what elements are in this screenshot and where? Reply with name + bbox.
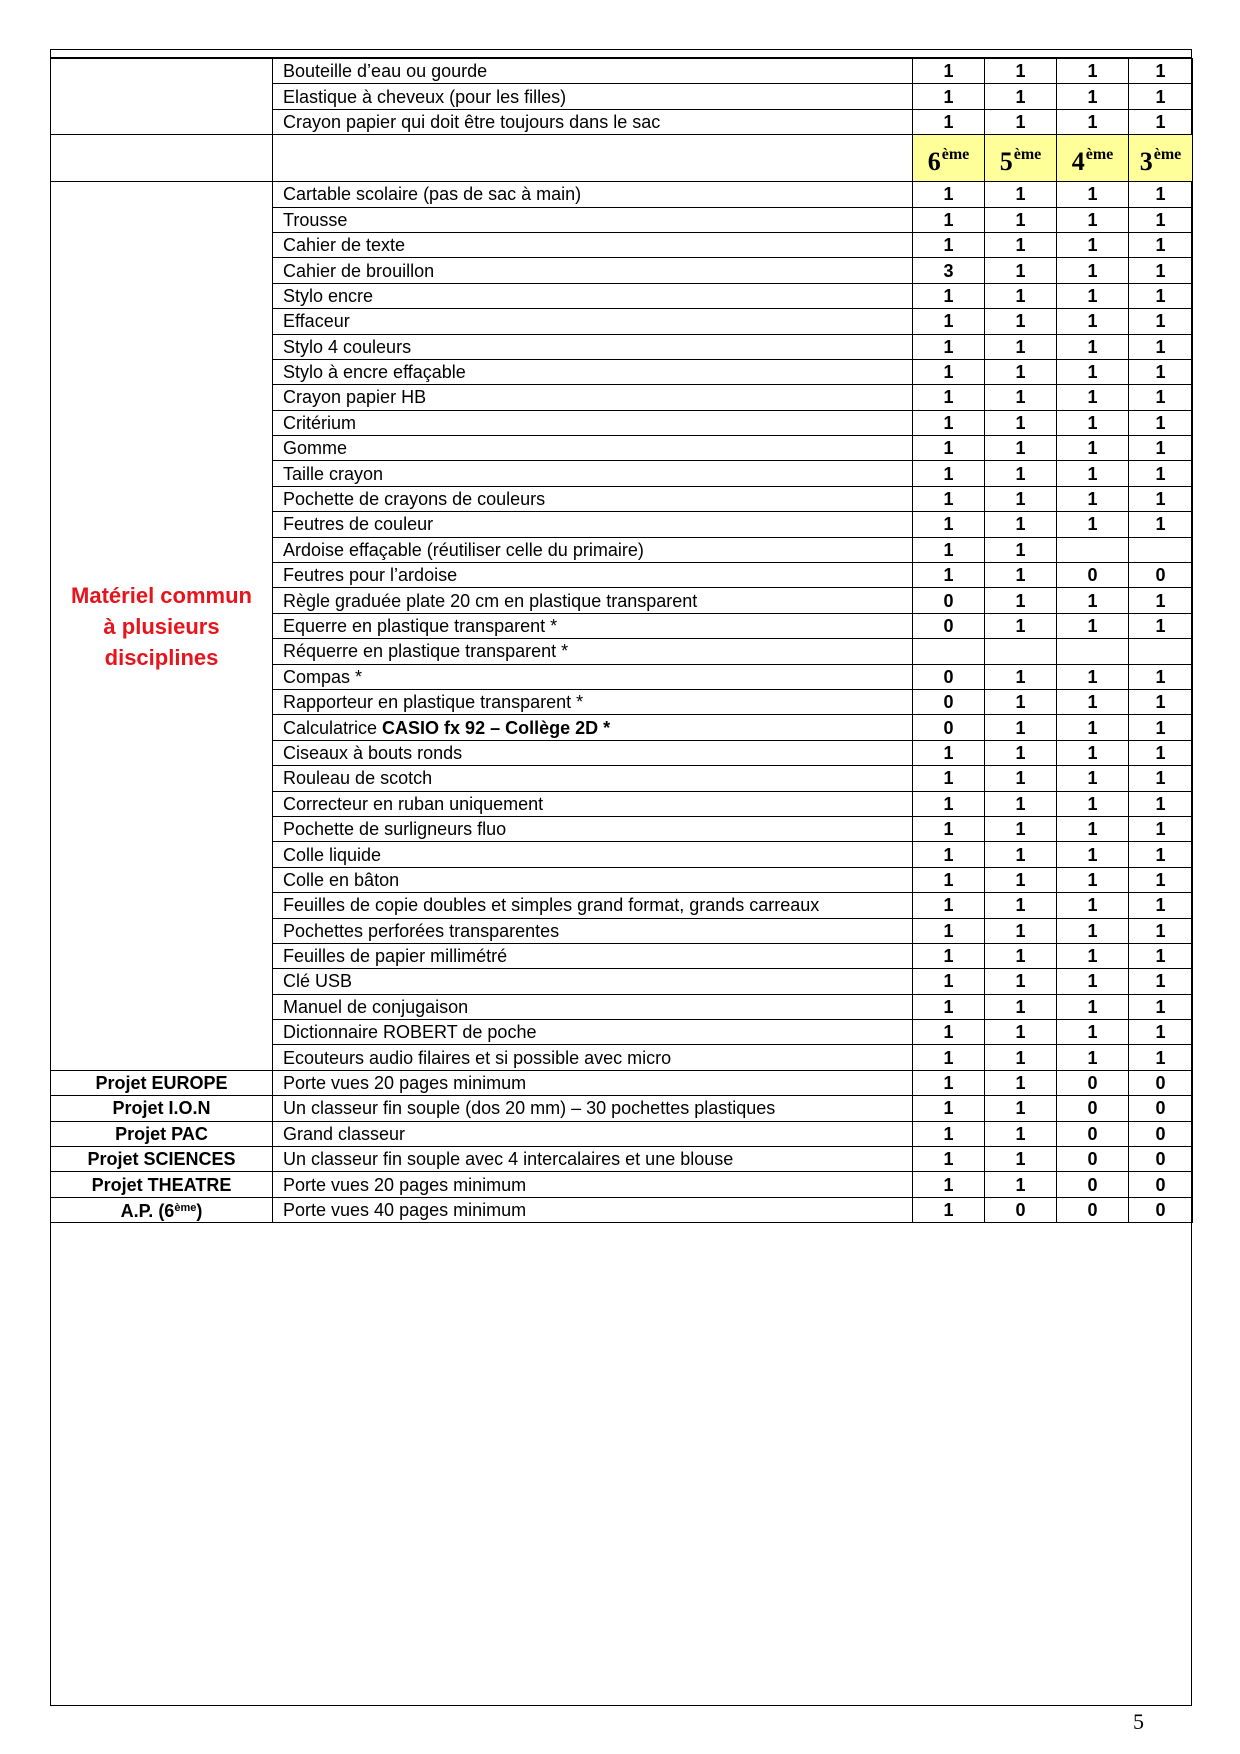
quantity-cell: 1: [985, 563, 1057, 588]
quantity-cell: 1: [1129, 715, 1193, 740]
project-category-cell: Projet I.O.N: [51, 1096, 273, 1121]
quantity-cell: [1057, 537, 1129, 562]
quantity-cell: 1: [1057, 588, 1129, 613]
quantity-cell: 1: [985, 791, 1057, 816]
quantity-cell: 1: [1057, 791, 1129, 816]
quantity-cell: 1: [913, 84, 985, 109]
item-cell: Crayon papier HB: [273, 385, 913, 410]
quantity-cell: 1: [1129, 1020, 1193, 1045]
quantity-cell: 1: [1129, 791, 1193, 816]
project-category-cell: Projet THEATRE: [51, 1172, 273, 1197]
quantity-cell: 1: [1057, 512, 1129, 537]
quantity-cell: 0: [1057, 1070, 1129, 1095]
table-row: [51, 1197, 1193, 1222]
quantity-cell: 0: [1129, 1147, 1193, 1172]
quantity-cell: 1: [1129, 613, 1193, 638]
quantity-cell: 1: [913, 232, 985, 257]
quantity-cell: 1: [1129, 207, 1193, 232]
quantity-cell: 0: [913, 588, 985, 613]
quantity-cell: 1: [1057, 359, 1129, 384]
quantity-cell: 1: [913, 512, 985, 537]
quantity-cell: 1: [1129, 410, 1193, 435]
quantity-cell: 1: [913, 563, 985, 588]
level-header-cell: [913, 135, 985, 182]
quantity-cell: 1: [913, 334, 985, 359]
quantity-cell: 1: [913, 486, 985, 511]
quantity-cell: 1: [913, 537, 985, 562]
quantity-cell: 1: [1129, 740, 1193, 765]
quantity-cell: 0: [1129, 1121, 1193, 1146]
category-cell-common: [51, 182, 273, 1071]
item-cell: Stylo 4 couleurs: [273, 334, 913, 359]
item-cell: Ecouteurs audio filaires et si possible avec micro: [273, 1045, 913, 1070]
quantity-cell: 1: [913, 385, 985, 410]
table-row: [51, 182, 1193, 207]
quantity-cell: 1: [1129, 867, 1193, 892]
quantity-cell: 1: [1057, 613, 1129, 638]
item-cell: Dictionnaire ROBERT de poche: [273, 1020, 913, 1045]
item-cell: Feutres pour l’ardoise: [273, 563, 913, 588]
quantity-cell: 1: [985, 1147, 1057, 1172]
quantity-cell: 1: [1129, 309, 1193, 334]
level-suffix: ème: [941, 145, 970, 163]
quantity-cell: 1: [913, 461, 985, 486]
item-text: Calculatrice: [283, 717, 383, 738]
quantity-cell: 1: [1129, 918, 1193, 943]
quantity-cell: [1129, 537, 1193, 562]
quantity-cell: 1: [1129, 59, 1193, 84]
quantity-cell: 1: [1129, 943, 1193, 968]
quantity-cell: 1: [1129, 461, 1193, 486]
level-header-cell: [1057, 135, 1129, 182]
quantity-cell: 1: [1057, 309, 1129, 334]
quantity-cell: 1: [1129, 512, 1193, 537]
quantity-cell: 0: [1129, 1070, 1193, 1095]
quantity-cell: 1: [985, 283, 1057, 308]
item-cell: Rouleau de scotch: [273, 766, 913, 791]
quantity-cell: 1: [985, 664, 1057, 689]
quantity-cell: 1: [985, 943, 1057, 968]
item-cell: Grand classeur: [273, 1121, 913, 1146]
quantity-cell: 1: [913, 309, 985, 334]
quantity-cell: 0: [1129, 563, 1193, 588]
quantity-cell: 0: [1129, 1096, 1193, 1121]
quantity-cell: 1: [913, 410, 985, 435]
quantity-cell: 1: [1057, 1020, 1129, 1045]
quantity-cell: 1: [985, 461, 1057, 486]
item-cell: Critérium: [273, 410, 913, 435]
level-header-cell: [1129, 135, 1193, 182]
category-line: à plusieurs: [103, 613, 220, 639]
quantity-cell: 1: [985, 1020, 1057, 1045]
quantity-cell: 1: [1057, 969, 1129, 994]
quantity-cell: 1: [1057, 766, 1129, 791]
quantity-cell: 1: [985, 1121, 1057, 1146]
item-cell: Cahier de brouillon: [273, 258, 913, 283]
item-cell: Feutres de couleur: [273, 512, 913, 537]
quantity-cell: 1: [985, 1172, 1057, 1197]
category-text: A.P. (6: [120, 1201, 175, 1222]
quantity-cell: 1: [1057, 109, 1129, 134]
quantity-cell: [985, 639, 1057, 664]
quantity-cell: 1: [1057, 664, 1129, 689]
quantity-cell: 1: [985, 410, 1057, 435]
quantity-cell: 0: [1129, 1172, 1193, 1197]
item-cell: Feuilles de papier millimétré: [273, 943, 913, 968]
quantity-cell: 1: [913, 994, 985, 1019]
quantity-cell: 1: [1129, 766, 1193, 791]
quantity-cell: 0: [913, 689, 985, 714]
table-row: [51, 1121, 1193, 1146]
quantity-cell: 1: [913, 359, 985, 384]
quantity-cell: 1: [1057, 436, 1129, 461]
project-category-cell: [51, 1197, 273, 1222]
item-cell: Porte vues 20 pages minimum: [273, 1172, 913, 1197]
quantity-cell: 0: [913, 715, 985, 740]
quantity-cell: [1129, 639, 1193, 664]
item-cell: Bouteille d’eau ou gourde: [273, 59, 913, 84]
quantity-cell: 1: [913, 1096, 985, 1121]
quantity-cell: 1: [913, 1070, 985, 1095]
quantity-cell: 1: [1129, 385, 1193, 410]
quantity-cell: 1: [913, 1020, 985, 1045]
category-line: disciplines: [104, 644, 219, 670]
quantity-cell: 1: [913, 943, 985, 968]
table-row: [51, 1172, 1193, 1197]
item-cell: Cartable scolaire (pas de sac à main): [273, 182, 913, 207]
quantity-cell: 1: [1057, 385, 1129, 410]
quantity-cell: 1: [1129, 689, 1193, 714]
table-row: [51, 1147, 1193, 1172]
quantity-cell: 1: [1129, 84, 1193, 109]
quantity-cell: 1: [1057, 410, 1129, 435]
quantity-cell: 1: [1057, 59, 1129, 84]
quantity-cell: 1: [1057, 461, 1129, 486]
quantity-cell: 1: [1057, 283, 1129, 308]
item-cell: Ardoise effaçable (réutiliser celle du primaire): [273, 537, 913, 562]
quantity-cell: 1: [1057, 486, 1129, 511]
quantity-cell: 1: [913, 918, 985, 943]
item-cell: Règle graduée plate 20 cm en plastique transparent: [273, 588, 913, 613]
quantity-cell: 1: [985, 334, 1057, 359]
level-number: 4: [1071, 146, 1085, 176]
quantity-cell: 1: [1129, 283, 1193, 308]
quantity-cell: 1: [985, 537, 1057, 562]
item-cell: Pochette de crayons de couleurs: [273, 486, 913, 511]
quantity-cell: 1: [1057, 918, 1129, 943]
item-cell: Porte vues 20 pages minimum: [273, 1070, 913, 1095]
item-cell: Stylo encre: [273, 283, 913, 308]
quantity-cell: 1: [1057, 842, 1129, 867]
quantity-cell: 1: [1057, 84, 1129, 109]
quantity-cell: 0: [1057, 563, 1129, 588]
level-number: 6: [927, 146, 941, 176]
quantity-cell: 1: [1057, 258, 1129, 283]
level-suffix: ème: [1013, 145, 1042, 163]
quantity-cell: 1: [1129, 664, 1193, 689]
empty-category-cell: [51, 59, 273, 135]
item-cell: Rapporteur en plastique transparent *: [273, 689, 913, 714]
project-category-cell: Projet EUROPE: [51, 1070, 273, 1095]
quantity-cell: 1: [985, 1045, 1057, 1070]
quantity-cell: 1: [1057, 816, 1129, 841]
item-cell: Taille crayon: [273, 461, 913, 486]
quantity-cell: 1: [1057, 740, 1129, 765]
quantity-cell: 1: [985, 258, 1057, 283]
quantity-cell: 1: [913, 969, 985, 994]
quantity-cell: 1: [985, 715, 1057, 740]
item-cell: Elastique à cheveux (pour les filles): [273, 84, 913, 109]
table-row: [51, 1096, 1193, 1121]
item-cell: Porte vues 40 pages minimum: [273, 1197, 913, 1222]
quantity-cell: 1: [1129, 359, 1193, 384]
quantity-cell: 1: [1129, 1045, 1193, 1070]
quantity-cell: 1: [985, 59, 1057, 84]
level-header-row: [51, 135, 1193, 182]
quantity-cell: 1: [1057, 994, 1129, 1019]
quantity-cell: 1: [913, 1172, 985, 1197]
quantity-cell: 1: [913, 182, 985, 207]
quantity-cell: 1: [913, 1147, 985, 1172]
item-cell: Compas *: [273, 664, 913, 689]
quantity-cell: [913, 639, 985, 664]
supplies-table: [50, 58, 1193, 1223]
quantity-cell: 1: [913, 766, 985, 791]
quantity-cell: 1: [1057, 1045, 1129, 1070]
quantity-cell: 1: [1129, 486, 1193, 511]
quantity-cell: 1: [985, 969, 1057, 994]
quantity-cell: 1: [985, 309, 1057, 334]
quantity-cell: 1: [985, 816, 1057, 841]
quantity-cell: 1: [985, 359, 1057, 384]
quantity-cell: 0: [1057, 1121, 1129, 1146]
quantity-cell: 1: [985, 867, 1057, 892]
table-row: [51, 1070, 1193, 1095]
category-sup: ème: [174, 1202, 197, 1215]
quantity-cell: 1: [913, 1121, 985, 1146]
quantity-cell: 1: [913, 1045, 985, 1070]
quantity-cell: 0: [913, 664, 985, 689]
quantity-cell: 1: [985, 766, 1057, 791]
item-cell: Un classeur fin souple (dos 20 mm) – 30 pochettes plastiques: [273, 1096, 913, 1121]
quantity-cell: 1: [985, 232, 1057, 257]
project-category-cell: Projet PAC: [51, 1121, 273, 1146]
quantity-cell: 1: [1129, 893, 1193, 918]
quantity-cell: 0: [1057, 1172, 1129, 1197]
quantity-cell: 1: [913, 791, 985, 816]
quantity-cell: 1: [1057, 943, 1129, 968]
quantity-cell: 1: [1057, 715, 1129, 740]
quantity-cell: 1: [1129, 109, 1193, 134]
item-cell: Feuilles de copie doubles et simples grand format, grands carreaux: [273, 893, 913, 918]
quantity-cell: 1: [1129, 816, 1193, 841]
quantity-cell: 1: [1129, 842, 1193, 867]
quantity-cell: 1: [913, 740, 985, 765]
quantity-cell: 1: [985, 740, 1057, 765]
quantity-cell: 1: [985, 436, 1057, 461]
item-cell: Trousse: [273, 207, 913, 232]
quantity-cell: 1: [985, 1096, 1057, 1121]
quantity-cell: 3: [913, 258, 985, 283]
quantity-cell: 1: [913, 842, 985, 867]
item-cell: Equerre en plastique transparent *: [273, 613, 913, 638]
item-cell: Crayon papier qui doit être toujours dans le sac: [273, 109, 913, 134]
item-cell: Réquerre en plastique transparent *: [273, 639, 913, 664]
quantity-cell: 1: [913, 207, 985, 232]
item-text-bold: CASIO fx 92 – Collège 2D *: [382, 717, 611, 738]
quantity-cell: 1: [1057, 182, 1129, 207]
quantity-cell: 1: [913, 893, 985, 918]
quantity-cell: 1: [985, 842, 1057, 867]
quantity-cell: 0: [1057, 1197, 1129, 1222]
quantity-cell: 1: [1057, 334, 1129, 359]
item-cell: Colle liquide: [273, 842, 913, 867]
level-number: 3: [1139, 146, 1153, 176]
item-cell: Pochette de surligneurs fluo: [273, 816, 913, 841]
quantity-cell: 1: [1129, 182, 1193, 207]
item-cell: Colle en bâton: [273, 867, 913, 892]
quantity-cell: 1: [985, 1070, 1057, 1095]
quantity-cell: 1: [913, 59, 985, 84]
quantity-cell: 1: [913, 1197, 985, 1222]
quantity-cell: 1: [1129, 588, 1193, 613]
quantity-cell: 0: [1057, 1147, 1129, 1172]
quantity-cell: 1: [985, 588, 1057, 613]
quantity-cell: 1: [1057, 689, 1129, 714]
quantity-cell: 1: [1129, 994, 1193, 1019]
quantity-cell: 1: [1129, 969, 1193, 994]
quantity-cell: 1: [913, 283, 985, 308]
supplies-table-body: [51, 59, 1193, 1223]
quantity-cell: 0: [985, 1197, 1057, 1222]
item-cell: Pochettes perforées transparentes: [273, 918, 913, 943]
project-category-cell: Projet SCIENCES: [51, 1147, 273, 1172]
quantity-cell: 1: [985, 385, 1057, 410]
quantity-cell: 1: [1129, 258, 1193, 283]
quantity-cell: 1: [913, 816, 985, 841]
quantity-cell: 0: [1129, 1197, 1193, 1222]
quantity-cell: 1: [1129, 334, 1193, 359]
quantity-cell: 1: [985, 486, 1057, 511]
quantity-cell: 0: [1057, 1096, 1129, 1121]
table-row: [51, 59, 1193, 84]
quantity-cell: 1: [985, 182, 1057, 207]
quantity-cell: 1: [985, 893, 1057, 918]
quantity-cell: 1: [985, 512, 1057, 537]
quantity-cell: 1: [985, 689, 1057, 714]
quantity-cell: 1: [985, 207, 1057, 232]
item-cell: Ciseaux à bouts ronds: [273, 740, 913, 765]
category-text-end: ): [196, 1201, 203, 1222]
item-cell: Correcteur en ruban uniquement: [273, 791, 913, 816]
item-cell: Stylo à encre effaçable: [273, 359, 913, 384]
level-header-cell: [985, 135, 1057, 182]
quantity-cell: 1: [1057, 232, 1129, 257]
quantity-cell: 1: [913, 109, 985, 134]
level-number: 5: [999, 146, 1013, 176]
quantity-cell: 1: [985, 109, 1057, 134]
quantity-cell: 1: [985, 994, 1057, 1019]
page-number: 5: [1133, 1709, 1144, 1734]
quantity-cell: 1: [985, 918, 1057, 943]
level-suffix: ème: [1153, 145, 1182, 163]
quantity-cell: 1: [1057, 867, 1129, 892]
quantity-cell: 1: [1129, 232, 1193, 257]
quantity-cell: 1: [913, 436, 985, 461]
quantity-cell: 1: [1129, 436, 1193, 461]
item-cell: Clé USB: [273, 969, 913, 994]
category-line: Matériel commun: [71, 582, 252, 608]
item-cell: Un classeur fin souple avec 4 intercalaires et une blouse: [273, 1147, 913, 1172]
quantity-cell: 1: [913, 867, 985, 892]
item-cell: Manuel de conjugaison: [273, 994, 913, 1019]
item-cell: Cahier de texte: [273, 232, 913, 257]
quantity-cell: [1057, 639, 1129, 664]
quantity-cell: 1: [985, 613, 1057, 638]
level-suffix: ème: [1085, 145, 1114, 163]
quantity-cell: 1: [1057, 893, 1129, 918]
empty-category-cell: [51, 135, 273, 182]
item-cell: Effaceur: [273, 309, 913, 334]
item-cell: [273, 715, 913, 740]
quantity-cell: 1: [985, 84, 1057, 109]
quantity-cell: 0: [913, 613, 985, 638]
item-cell: Gomme: [273, 436, 913, 461]
empty-item-cell: [273, 135, 913, 182]
quantity-cell: 1: [1057, 207, 1129, 232]
